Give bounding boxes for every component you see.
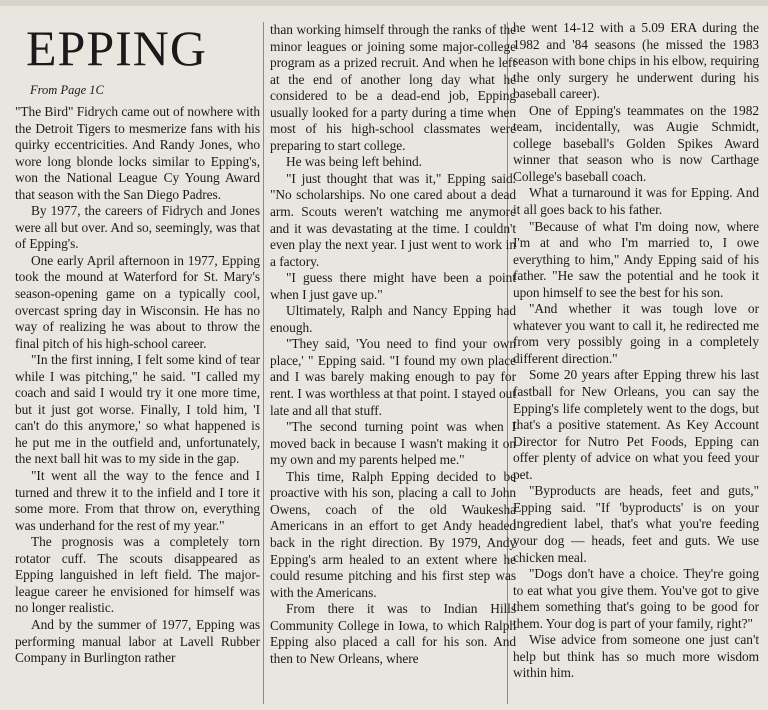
paragraph: "I guess there might have been a point when I just gave up." xyxy=(270,270,516,302)
paragraph: "In the first inning, I felt some kind of tear while I was pitching," he said. "I called my coach and said I would try it one more time, but it just got worse. Finally, I told him, 'I can't do this anymore,' so what happened is he put me in the outfield and, unfortunately, the next ball hit was to my side in the gap. xyxy=(15,352,260,467)
paragraph: "Because of what I'm doing now, where I'm at and who I'm married to, I owe everything to him," Andy Epping said of his father. "He saw the potential and he took it upon himself to see the best for his son. xyxy=(513,218,759,300)
paragraph: This time, Ralph Epping decided to be proactive with his son, placing a call to John Owens, coach of the old Waukesha Americans in an effort to get Andy headed back in the right direction. By 1979, Andy Epping's arm healed to an extent where he could resume pitching and his first step was with the Americans. xyxy=(270,468,516,600)
paragraph: "Dogs don't have a choice. They're going to eat what you give them. You've got to give them something that's going to be good for them. Your dog is part of your family, right?" xyxy=(513,566,759,631)
top-rule xyxy=(0,0,768,6)
paragraph: "And whether it was tough love or whatever you want to call it, he redirected me from very possibly going in a completely different direction." xyxy=(513,301,759,366)
paragraph: Some 20 years after Epping threw his last fastball for New Orleans, you can say the Epping's life completely went to the dogs, but that's a positive statement. As Key Account Director for Nutro Pet Foods, Epping can offer plenty of advice on what you feed your pet. xyxy=(513,367,759,482)
article-column-3 xyxy=(513,20,759,682)
paragraph: "The Bird" Fidrych came out of nowhere with the Detroit Tigers to mesmerize fans with his quirky eccentricities. And Randy Jones, who wore long blonde locks similar to Epping's, won the National League Cy Young Award that season with the San Diego Padres. xyxy=(15,104,260,202)
paragraph: One early April afternoon in 1977, Epping took the mound at Waterford for St. Mary's season-opening game on a typically cool, overcast spring day in Wisconsin. He has no way of realizing he was about to throw the final pitch of his high-school career. xyxy=(15,252,260,351)
paragraph: "Byproducts are heads, feet and guts," Epping said. "If 'byproducts' is on your ingredient label, that's what you're feeding your dog — heads, feet and guts. We use chicken meal. xyxy=(513,483,759,565)
article-column-2 xyxy=(270,22,516,667)
paragraph: One of Epping's teammates on the 1982 team, incidentally, was Augie Schmidt, college baseball's Golden Spikes Award winner that season who is now Carthage College's baseball coach. xyxy=(513,102,759,184)
paragraph: "It went all the way to the fence and I turned and threw it to the infield and I tore it some more. From that throw on, everything was underhand for the rest of my year." xyxy=(15,468,260,533)
paragraph: And by the summer of 1977, Epping was performing manual labor at Lavell Rubber Company in Burlington rather xyxy=(15,616,260,666)
paragraph: "I just thought that was it," Epping said. "No scholarships. No one cared about a dead arm. Scouts weren't watching me anymore and it was devastating at the time. I couldn't even play the next year. I just went to work in a factory. xyxy=(270,170,516,269)
paragraph: The prognosis was a completely torn rotator cuff. The scouts disappeared as Epping languished in left field. The major-league career he envisioned for himself was no longer realistic. xyxy=(15,534,260,616)
paragraph: "They said, 'You need to find your own place,' " Epping said. "I found my own place and I was barely making enough to pay for rent. I was worthless at that point. I stayed out late and all that stuff. xyxy=(270,336,516,418)
paragraph: From there it was to Indian Hills Community College in Iowa, to which Ralph Epping also placed a call for his son. And then to New Orleans, where xyxy=(270,601,516,666)
article-column-1 xyxy=(15,104,260,667)
paragraph: By 1977, the careers of Fidrych and Jones were all but over. And so, seemingly, was that of Epping's. xyxy=(15,203,260,252)
headline: EPPING xyxy=(26,20,208,76)
continued-from-label: From Page 1C xyxy=(30,83,104,97)
paragraph: Wise advice from someone one just can't help but think has so much more wisdom within him. xyxy=(513,632,759,681)
paragraph: than working himself through the ranks of the minor leagues or joining some major-college program as a prized recruit. And when he left at the end of another long day what he considered to be a dead-end job, Epping usually looked for a party during a time when most of his high-school classmates were preparing to start college. xyxy=(270,22,516,153)
paragraph: He was being left behind. xyxy=(286,154,422,170)
column-divider xyxy=(263,22,264,704)
paragraph: What a turnaround it was for Epping. And it all goes back to his father. xyxy=(513,185,759,218)
paragraph: he went 14-12 with a 5.09 ERA during the 1982 and '84 seasons (he missed the 1983 season with bone chips in his elbow, requiring the only surgery he underwent during his baseball career). xyxy=(513,20,759,102)
paragraph: Ultimately, Ralph and Nancy Epping had enough. xyxy=(270,303,516,335)
paragraph: "The second turning point was when I moved back in because I wasn't making it on my own and my parents helped me." xyxy=(270,419,516,468)
